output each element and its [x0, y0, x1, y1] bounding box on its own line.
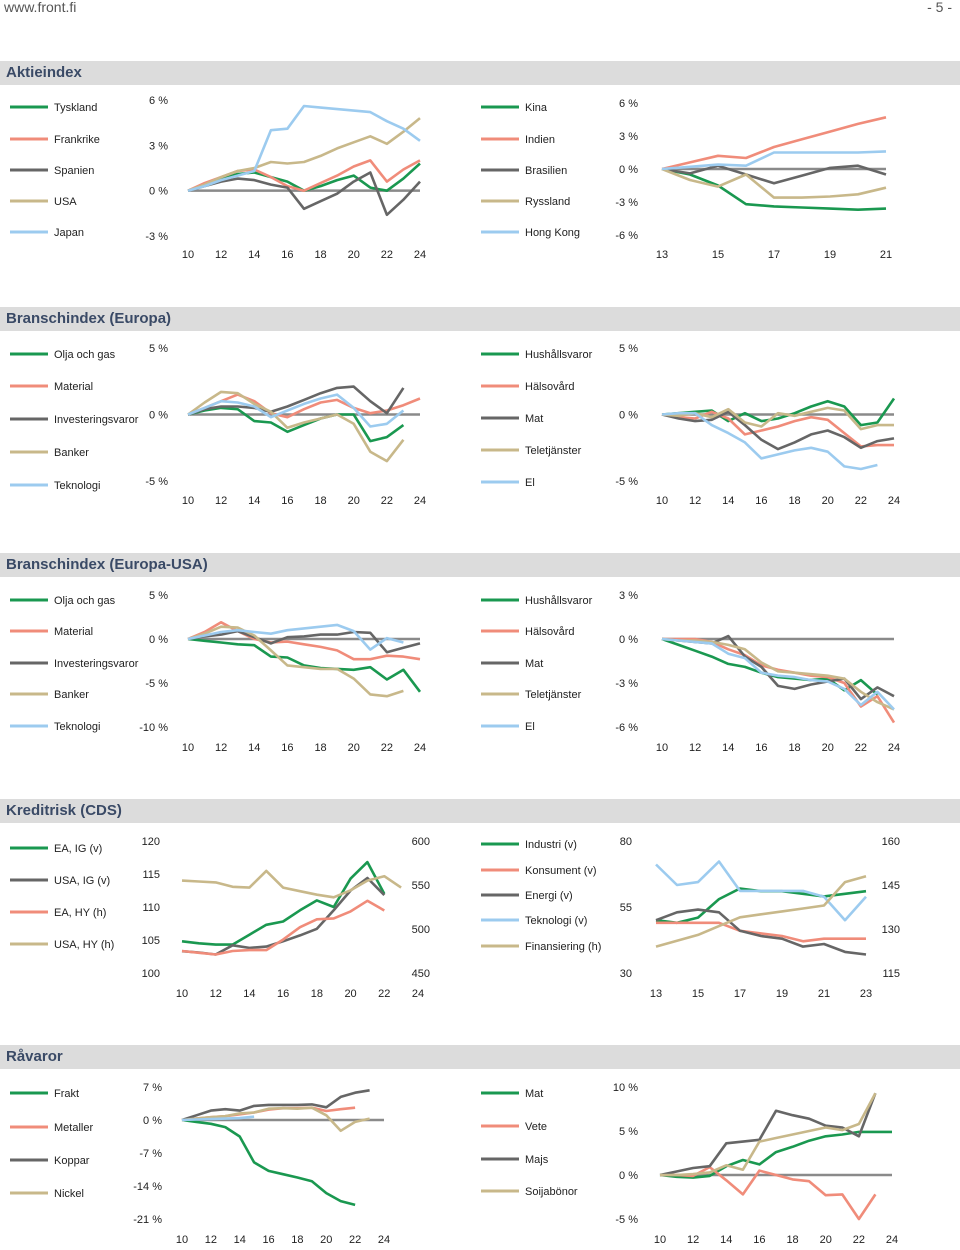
bransch-euusa-right-ytick-left: -3 %	[615, 678, 638, 690]
aktie-right-ytick-left: -6 %	[615, 230, 638, 242]
bransch-euusa-left-xtick: 18	[314, 742, 327, 754]
cds-left-ytick-left: 120	[141, 836, 160, 848]
bransch-eu-right-xtick: 22	[854, 495, 867, 507]
bransch-eu-left-ytick-left: 0 %	[149, 409, 168, 422]
aktie-left-xtick: 24	[413, 249, 427, 261]
bransch-euusa-left-xtick: 22	[380, 742, 393, 754]
aktie-right-legend-label: Hong Kong	[525, 227, 581, 239]
bransch-eu-right-legend-label: El	[525, 477, 535, 489]
cds-right-xtick: 21	[817, 988, 831, 1000]
aktie-left-legend-label: Spanien	[54, 165, 95, 177]
ravaror-left-ytick-left: 7 %	[143, 1082, 162, 1094]
ravaror-right-xtick: 20	[819, 1234, 832, 1246]
cds-right-legend-label: Teknologi (v)	[525, 915, 588, 927]
ravaror-left-ytick-left: -14 %	[133, 1181, 162, 1193]
ravaror-right-xtick: 14	[720, 1234, 733, 1246]
cds-left-legend-label: EA, IG (v)	[54, 843, 103, 855]
bransch-eu-left-legend-label: Teknologi	[54, 480, 101, 492]
bransch-euusa-right-legend-label: Hälsovård	[525, 626, 575, 638]
bransch-euusa-left-ytick-left: 0 %	[149, 634, 168, 646]
bransch-eu-left-legend-label: Investeringsvaror	[54, 414, 139, 426]
aktie-right-ytick-left: 6 %	[619, 98, 638, 110]
ravaror-left-legend-label: Koppar	[54, 1155, 90, 1167]
cds-left-xtick: 10	[175, 988, 189, 1000]
bransch-eu-right-legend-label: Hushållsvaror	[525, 349, 593, 361]
aktie-right-ytick-left: 3 %	[619, 131, 638, 143]
section-title-ravaror: Råvaror	[0, 1045, 960, 1069]
cds-right-ytick-right: 130	[881, 924, 900, 936]
aktie-left-xtick: 22	[380, 249, 393, 261]
bransch-euusa-left-xtick: 20	[347, 742, 360, 754]
cds-left-ytick-right: 500	[411, 924, 430, 936]
cds-left-series-line	[182, 862, 384, 945]
bransch-eu-right-xtick: 18	[788, 495, 801, 507]
cds-right-legend-label: Finansiering (h)	[525, 941, 602, 953]
bransch-euusa-right-xtick: 14	[722, 742, 735, 754]
bransch-eu-right-ytick-left: 0 %	[619, 409, 638, 422]
cds-left-legend-label: EA, HY (h)	[54, 907, 107, 919]
aktie-right-ytick-left: 0 %	[619, 164, 638, 176]
aktie-right-xtick: 17	[767, 249, 781, 261]
aktie-right-legend-label: Brasilien	[525, 165, 568, 177]
ravaror-left-series-line	[182, 1120, 355, 1205]
aktie-right-xtick: 19	[823, 249, 837, 261]
aktie-right-xtick: 15	[711, 249, 725, 261]
ravaror-left-series-line	[182, 1090, 370, 1120]
cds-left-xtick: 20	[344, 988, 357, 1000]
bransch-eu-right-legend-label: Hälsovård	[525, 381, 575, 393]
ravaror-left-xtick: 12	[204, 1234, 217, 1246]
cds-right-xtick: 23	[859, 988, 873, 1000]
ravaror-left-xtick: 10	[175, 1234, 189, 1246]
cds-right-ytick-right: 145	[881, 880, 900, 892]
bransch-euusa-right-ytick-left: 0 %	[619, 634, 638, 646]
section-title-bransch-europa: Branschindex (Europa)	[0, 307, 960, 331]
bransch-euusa-right-legend-label: Hushållsvaror	[525, 595, 593, 607]
ravaror-right-legend-label: Soijabönor	[525, 1186, 578, 1198]
cds-right-xtick: 17	[733, 988, 747, 1000]
cds-left-ytick-right: 550	[411, 880, 430, 892]
ravaror-left-ytick-left: -7 %	[139, 1148, 162, 1160]
bransch-eu-left-xtick: 12	[215, 495, 228, 507]
cds-left-ytick-left: 105	[141, 935, 160, 947]
bransch-euusa-left-legend-label: Investeringsvaror	[54, 658, 139, 670]
bransch-euusa-left-xtick: 12	[215, 742, 228, 754]
cds-left-legend-label: USA, IG (v)	[54, 875, 111, 887]
bransch-euusa-left-legend-label: Teknologi	[54, 721, 101, 733]
cds-right-legend-label: Konsument (v)	[525, 865, 597, 877]
ravaror-left-legend-label: Metaller	[54, 1122, 94, 1134]
bransch-euusa-right-xtick: 16	[755, 742, 768, 754]
bransch-eu-left-series-line	[188, 395, 403, 427]
aktie-left-ytick-left: 0 %	[149, 185, 168, 198]
cds-left-ytick-left: 100	[141, 968, 160, 980]
bransch-eu-left-xtick: 14	[248, 495, 261, 507]
aktie-left-xtick: 12	[215, 249, 228, 261]
ravaror-right-legend-label: Vete	[525, 1121, 548, 1133]
aktie-right-xtick: 21	[879, 249, 893, 261]
ravaror-right-ytick-left: 10 %	[612, 1082, 638, 1094]
ravaror-left-ytick-left: -21 %	[133, 1214, 162, 1226]
aktie-right-ytick-left: -3 %	[615, 197, 638, 209]
bransch-euusa-right-ytick-left: -6 %	[615, 722, 638, 734]
ravaror-right-ytick-left: 5 %	[619, 1126, 638, 1138]
bransch-euusa-left-legend-label: Material	[54, 626, 94, 638]
bransch-euusa-right-xtick: 10	[655, 742, 669, 754]
bransch-euusa-right-ytick-left: 3 %	[619, 590, 638, 602]
ravaror-right-legend-label: Mat	[525, 1088, 544, 1100]
bransch-eu-right-xtick: 24	[887, 495, 901, 507]
bransch-eu-left-legend-label: Olja och gas	[54, 349, 116, 361]
bransch-eu-right-xtick: 16	[755, 495, 768, 507]
bransch-euusa-left-legend-label: Banker	[54, 689, 89, 701]
bransch-eu-left-xtick: 20	[347, 495, 360, 507]
bransch-euusa-left-xtick: 10	[181, 742, 195, 754]
aktie-right-legend-label: Ryssland	[525, 196, 571, 208]
aktie-left-legend-label: Japan	[54, 227, 84, 239]
aktie-left-xtick: 20	[347, 249, 360, 261]
cds-right-legend-label: Energi (v)	[525, 890, 573, 902]
bransch-eu-right-xtick: 20	[821, 495, 834, 507]
cds-left-xtick: 22	[378, 988, 391, 1000]
ravaror-right-legend-label: Majs	[525, 1154, 549, 1166]
cds-left-xtick: 14	[243, 988, 256, 1000]
bransch-euusa-left-xtick: 16	[281, 742, 294, 754]
ravaror-right-xtick: 24	[885, 1234, 899, 1246]
bransch-euusa-right-legend-label: El	[525, 721, 535, 733]
section-title-aktieindex: Aktieindex	[0, 61, 960, 85]
bransch-euusa-right-xtick: 22	[854, 742, 867, 754]
cds-left-xtick: 16	[277, 988, 290, 1000]
bransch-euusa-left-ytick-left: -5 %	[145, 678, 168, 690]
bransch-eu-right-xtick: 10	[655, 495, 669, 507]
ravaror-left-xtick: 24	[377, 1234, 391, 1246]
cds-right-xtick: 13	[649, 988, 663, 1000]
bransch-eu-left-xtick: 10	[181, 495, 195, 507]
ravaror-right-ytick-left: -5 %	[615, 1214, 638, 1226]
ravaror-left-xtick: 16	[262, 1234, 275, 1246]
bransch-euusa-right-xtick: 24	[887, 742, 901, 754]
ravaror-left-ytick-left: 0 %	[143, 1115, 162, 1127]
bransch-eu-left-ytick-left: -5 %	[145, 476, 168, 488]
aktie-left-xtick: 14	[248, 249, 261, 261]
bransch-euusa-right-xtick: 12	[689, 742, 702, 754]
cds-left-xtick: 24	[411, 988, 425, 1000]
bransch-eu-left-ytick-left: 5 %	[149, 343, 168, 355]
ravaror-left-xtick: 18	[291, 1234, 304, 1246]
page-number: - 5 -	[927, 0, 952, 15]
bransch-euusa-right-legend-label: Mat	[525, 658, 544, 670]
section-title-kreditrisk: Kreditrisk (CDS)	[0, 799, 960, 823]
bransch-eu-right-xtick: 14	[722, 495, 735, 507]
bransch-eu-left-legend-label: Material	[54, 381, 94, 393]
cds-left-xtick: 18	[310, 988, 323, 1000]
ravaror-right-xtick: 12	[687, 1234, 700, 1246]
bransch-eu-left-xtick: 16	[281, 495, 294, 507]
cds-right-legend-label: Industri (v)	[525, 839, 577, 851]
ravaror-right-ytick-left: 0 %	[619, 1170, 638, 1182]
aktie-left-legend-label: USA	[54, 196, 77, 208]
ravaror-left-legend-label: Nickel	[54, 1188, 84, 1200]
ravaror-right-xtick: 22	[852, 1234, 865, 1246]
cds-right-ytick-left: 55	[619, 902, 632, 914]
aktie-left-xtick: 16	[281, 249, 294, 261]
aktie-left-ytick-left: 3 %	[149, 140, 168, 153]
cds-left-ytick-right: 600	[411, 836, 430, 848]
aktie-left-xtick: 10	[181, 249, 195, 261]
site-url[interactable]: www.front.fi	[4, 0, 77, 15]
bransch-euusa-right-xtick: 20	[821, 742, 834, 754]
aktie-left-legend-label: Frankrike	[54, 134, 100, 146]
aktie-left-legend-label: Tyskland	[54, 102, 98, 114]
section-title-bransch-europa-usa: Branschindex (Europa-USA)	[0, 553, 960, 577]
bransch-euusa-left-xtick: 14	[248, 742, 261, 754]
bransch-euusa-left-legend-label: Olja och gas	[54, 595, 116, 607]
aktie-left-xtick: 18	[314, 249, 327, 261]
cds-right-xtick: 19	[775, 988, 789, 1000]
bransch-euusa-right-xtick: 18	[788, 742, 801, 754]
aktie-right-legend-label: Indien	[525, 134, 555, 146]
ravaror-left-xtick: 22	[349, 1234, 362, 1246]
cds-right-ytick-right: 160	[881, 836, 900, 848]
bransch-eu-right-ytick-left: -5 %	[615, 476, 638, 488]
bransch-eu-left-xtick: 24	[413, 495, 427, 507]
bransch-eu-right-xtick: 12	[689, 495, 702, 507]
cds-right-ytick-left: 80	[619, 836, 632, 848]
bransch-eu-left-legend-label: Banker	[54, 447, 89, 459]
ravaror-right-xtick: 18	[786, 1234, 799, 1246]
ravaror-left-xtick: 20	[320, 1234, 333, 1246]
ravaror-right-xtick: 10	[653, 1234, 667, 1246]
bransch-eu-left-xtick: 18	[314, 495, 327, 507]
aktie-right-legend-label: Kina	[525, 102, 548, 114]
cds-left-series-line	[182, 901, 384, 955]
bransch-euusa-left-ytick-left: -10 %	[139, 722, 168, 734]
aktie-right-series-line	[662, 169, 886, 210]
bransch-eu-right-ytick-left: 5 %	[619, 343, 638, 355]
cds-left-ytick-right: 450	[411, 968, 430, 980]
cds-left-ytick-left: 115	[142, 869, 160, 881]
bransch-eu-left-xtick: 22	[380, 495, 393, 507]
bransch-euusa-left-xtick: 24	[413, 742, 427, 754]
cds-right-series-line	[656, 910, 866, 955]
ravaror-right-xtick: 16	[753, 1234, 766, 1246]
ravaror-left-legend-label: Frakt	[54, 1088, 80, 1100]
bransch-euusa-left-series-line	[188, 639, 420, 692]
cds-left-ytick-left: 110	[142, 902, 160, 914]
aktie-left-ytick-left: 6 %	[149, 95, 168, 107]
aktie-left-ytick-left: -3 %	[145, 231, 168, 243]
cds-right-ytick-left: 30	[619, 968, 632, 980]
cds-left-series-line	[182, 871, 401, 897]
ravaror-left-xtick: 14	[233, 1234, 246, 1246]
bransch-euusa-right-legend-label: Teletjänster	[525, 689, 582, 701]
cds-left-legend-label: USA, HY (h)	[54, 939, 115, 951]
cds-left-xtick: 12	[209, 988, 222, 1000]
bransch-eu-right-legend-label: Teletjänster	[525, 445, 582, 457]
bransch-euusa-left-ytick-left: 5 %	[149, 590, 168, 602]
aktie-right-series-line	[662, 117, 886, 169]
bransch-eu-right-legend-label: Mat	[525, 413, 544, 425]
cds-right-xtick: 15	[691, 988, 705, 1000]
aktie-right-xtick: 13	[655, 249, 669, 261]
cds-right-ytick-right: 115	[882, 968, 900, 980]
